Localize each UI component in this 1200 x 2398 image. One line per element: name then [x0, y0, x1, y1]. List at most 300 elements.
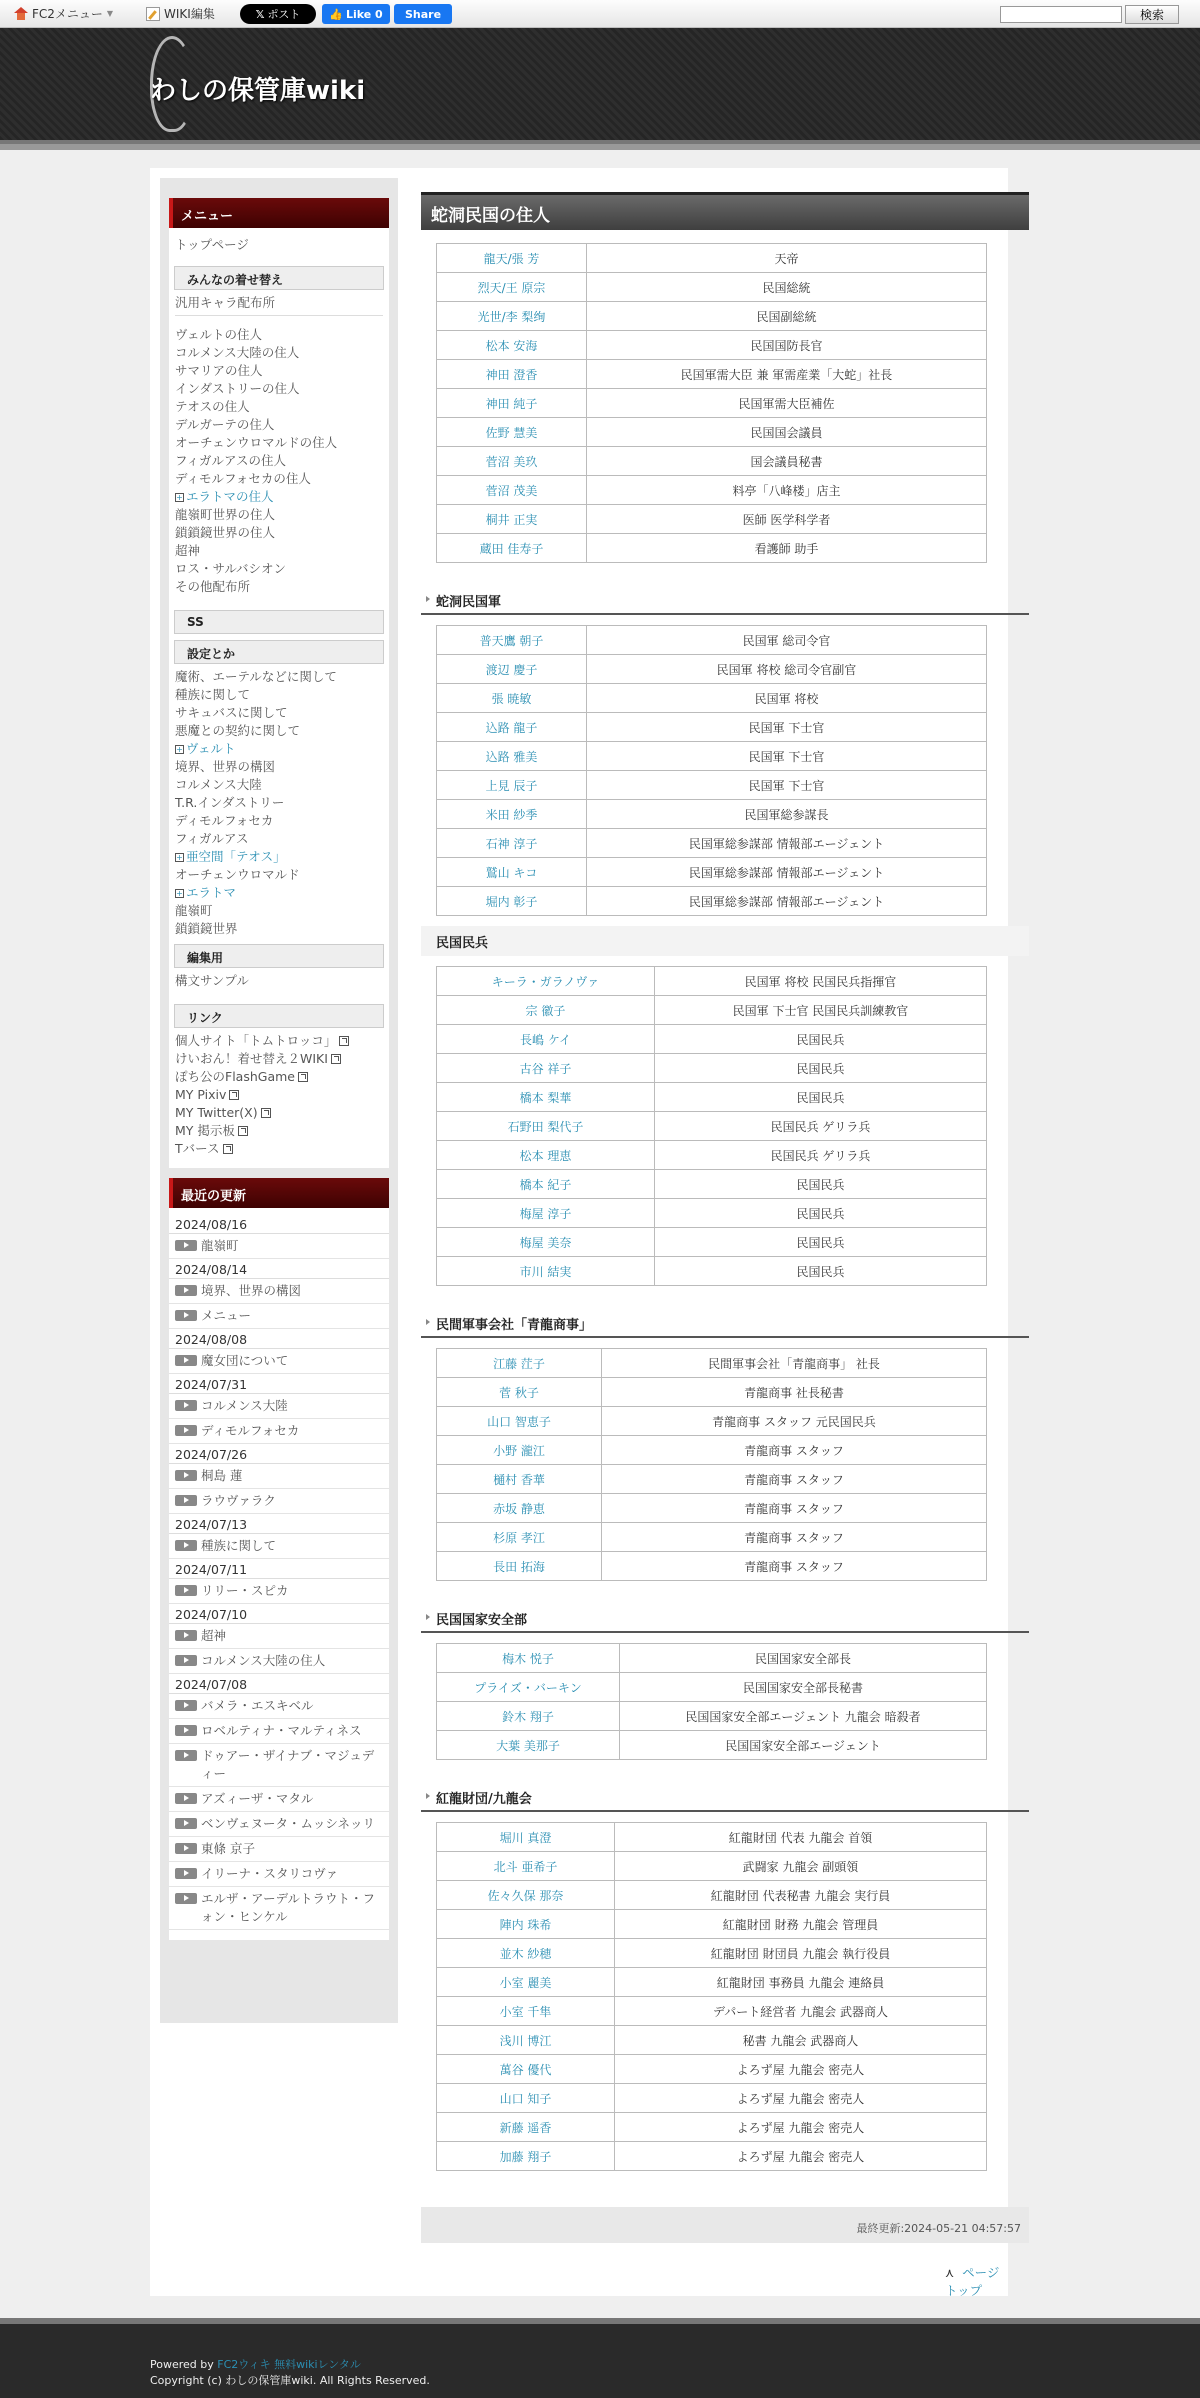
- section-heading: 蛇洞民国軍: [421, 585, 1029, 615]
- table-row: [437, 2055, 987, 2084]
- character-role: 青龍商事 スタッフ 元民国民兵: [602, 1407, 987, 1436]
- character-role: 民国軍需大臣 兼 軍需産業「大蛇」社長: [587, 360, 987, 389]
- character-role: 料亭「八峰楼」店主: [587, 476, 987, 505]
- site-title[interactable]: わしの保管庫wiki: [150, 76, 366, 106]
- character-table: [436, 966, 987, 1286]
- chevron-down-icon: ▼: [106, 9, 114, 18]
- update-date: 2024/07/13: [169, 1514, 389, 1534]
- character-name-link[interactable]: 桐井 正実: [437, 505, 587, 534]
- update-date: 2024/08/08: [169, 1329, 389, 1349]
- arrow-right-icon: [175, 1540, 197, 1551]
- sidebar-link[interactable]: 構文サンプル: [175, 973, 249, 988]
- character-role: 民国民兵 ゲリラ兵: [655, 1112, 987, 1141]
- character-name-link[interactable]: 橋本 梨華: [437, 1083, 655, 1112]
- site-header: [0, 28, 1200, 150]
- character-role: デパート経営者 九龍会 武器商人: [615, 1997, 987, 2026]
- like-label: Like 0: [345, 7, 383, 21]
- update-date: 2024/07/26: [169, 1444, 389, 1464]
- sidebar-link-label: テオスの住人: [175, 399, 250, 414]
- fc2-menu[interactable]: [14, 5, 113, 22]
- character-name-link[interactable]: 光世/李 梨绚: [437, 302, 587, 331]
- character-name-link[interactable]: 江藤 茳子: [437, 1349, 602, 1378]
- character-role: 民国軍 下士官: [587, 742, 987, 771]
- table-row: [437, 1349, 987, 1378]
- character-role: 民間軍事会社「青龍商事」 社長: [602, 1349, 987, 1378]
- edit-icon: [146, 7, 160, 21]
- sidebar-link[interactable]: [169, 470, 389, 488]
- page-container: [150, 168, 1021, 2298]
- arrow-right-icon: [175, 1470, 197, 1481]
- character-name-link[interactable]: 梅木 悦子: [437, 1644, 620, 1673]
- sidebar-external-link[interactable]: [169, 1068, 389, 1086]
- table-row: [437, 2026, 987, 2055]
- sidebar-link-label: サキュバスに関して: [175, 705, 288, 720]
- recent-updates-box: [169, 1208, 389, 1940]
- sidebar-subheading-henshu: 編集用: [174, 944, 384, 968]
- x-logo-icon: 𝕏: [255, 7, 265, 21]
- section-heading: 民国民兵: [421, 926, 1029, 956]
- last-updated: 最終更新:2024-05-21 04:57:57: [421, 2207, 1029, 2243]
- character-name-link[interactable]: 菅 秋子: [437, 1378, 602, 1407]
- character-name-link[interactable]: 菅沼 茂美: [437, 476, 587, 505]
- sidebar-subheading-settei: 設定とか: [174, 640, 384, 664]
- section-heading: 民国国家安全部: [421, 1603, 1029, 1633]
- arrow-right-icon: [175, 1355, 197, 1366]
- sidebar-link-label: 種族に関して: [175, 687, 251, 702]
- table-row: [437, 2084, 987, 2113]
- character-name-link[interactable]: 米田 紗季: [437, 800, 587, 829]
- sidebar-link-label: T.R.インダストリー: [175, 795, 285, 810]
- update-item-label: アズィーザ・マタル: [201, 1791, 314, 1806]
- character-name-link[interactable]: 鈴木 翔子: [437, 1702, 620, 1731]
- sidebar-link[interactable]: [169, 380, 389, 398]
- sidebar-link-top-page[interactable]: トップページ: [175, 237, 249, 252]
- arrow-right-icon: [175, 1495, 197, 1506]
- update-item-label: 超神: [201, 1628, 227, 1643]
- sidebar-link-label: 龍嶺町世界の住人: [175, 507, 276, 522]
- character-name-link[interactable]: 長嶋 ケイ: [437, 1025, 655, 1054]
- section-heading: 紅龍財団/九龍会: [421, 1782, 1029, 1812]
- character-name-link[interactable]: 宗 徽子: [437, 996, 655, 1025]
- character-role: よろず屋 九龍会 密売人: [615, 2055, 987, 2084]
- table-row: [437, 1910, 987, 1939]
- update-item[interactable]: [169, 1464, 389, 1489]
- character-role: 民国民兵 ゲリラ兵: [655, 1141, 987, 1170]
- sidebar-link-label: 魔術、エーテルなどに関して: [175, 669, 337, 684]
- character-role: 民国国家安全部エージェント: [620, 1731, 987, 1760]
- character-role: 天帝: [587, 244, 987, 273]
- sidebar-link[interactable]: [169, 524, 389, 542]
- update-item[interactable]: [169, 1812, 389, 1837]
- sidebar-link[interactable]: [169, 704, 389, 722]
- thumbs-up-icon: 👍: [329, 7, 343, 21]
- table-row: [437, 1083, 987, 1112]
- expand-plus-icon[interactable]: +: [176, 745, 183, 754]
- character-role: 民国軍 将校 民国民兵指揮官: [655, 967, 987, 996]
- character-name-link[interactable]: キーラ・ガラノヴァ: [437, 967, 655, 996]
- expand-plus-icon[interactable]: +: [176, 889, 183, 898]
- update-item[interactable]: [169, 1394, 389, 1419]
- update-item[interactable]: [169, 1719, 389, 1744]
- character-role: 民国国会議員: [587, 418, 987, 447]
- update-item[interactable]: [169, 1534, 389, 1559]
- character-name-link[interactable]: 小室 麗美: [437, 1968, 615, 1997]
- character-name-link[interactable]: 大葉 美那子: [437, 1731, 620, 1760]
- character-name-link[interactable]: 赤坂 静恵: [437, 1494, 602, 1523]
- powered-by: [150, 2356, 361, 2372]
- footer: [0, 2318, 1200, 2398]
- character-name-link[interactable]: 橋本 紀子: [437, 1170, 655, 1199]
- page-top-link[interactable]: [945, 2263, 1008, 2299]
- sidebar-link-label: その他配布所: [175, 579, 251, 594]
- table-row: [437, 887, 987, 916]
- character-name-link[interactable]: 佐野 慧美: [437, 418, 587, 447]
- character-role: 青龍商事 スタッフ: [602, 1552, 987, 1581]
- sidebar-link-label: フィガルアスの住人: [175, 453, 287, 468]
- sidebar-link-label: MY 掲示板: [175, 1123, 235, 1138]
- sidebar-link[interactable]: [169, 884, 389, 902]
- powered-prefix: Powered by: [150, 2358, 218, 2371]
- character-name-link[interactable]: 杉原 孝江: [437, 1523, 602, 1552]
- character-name-link[interactable]: 陣内 珠希: [437, 1910, 615, 1939]
- sidebar-link[interactable]: [169, 848, 389, 866]
- table-row: [437, 858, 987, 887]
- sidebar-link[interactable]: [169, 686, 389, 704]
- table-row: [437, 1170, 987, 1199]
- character-name-link[interactable]: 蔵田 佳寿子: [437, 534, 587, 563]
- update-item[interactable]: [169, 1234, 389, 1259]
- character-role: 紅龍財団 代表 九龍会 首領: [615, 1823, 987, 1852]
- sidebar-link-label: 鎖鎖鏡世界: [175, 921, 238, 936]
- table-row: [437, 1257, 987, 1286]
- sidebar-external-link[interactable]: [169, 1086, 389, 1104]
- update-item[interactable]: [169, 1837, 389, 1862]
- fc2-menu-label: FC2メニュー: [32, 7, 103, 21]
- character-name-link[interactable]: 加藤 翔子: [437, 2142, 615, 2171]
- sidebar-link-label: フィガルアス: [175, 831, 249, 846]
- character-role: 青龍商事 スタッフ: [602, 1465, 987, 1494]
- recent-updates-heading: 最近の更新: [169, 1178, 389, 1208]
- table-row: [437, 1673, 987, 1702]
- update-item[interactable]: [169, 1787, 389, 1812]
- sidebar-link-label: 境界、世界の構図: [175, 759, 276, 774]
- table-row: [437, 244, 987, 273]
- external-link-icon: [223, 1144, 233, 1154]
- character-role: 民国民兵: [655, 1025, 987, 1054]
- character-role: 民国軍総参謀部 情報部エージェント: [587, 887, 987, 916]
- character-name-link[interactable]: 神田 澄香: [437, 360, 587, 389]
- page-top-label: ページトップ: [945, 2265, 1000, 2298]
- sidebar-link-label: Tバース: [175, 1141, 220, 1156]
- character-table: [436, 243, 987, 563]
- update-date: 2024/07/31: [169, 1374, 389, 1394]
- sidebar-link-label: 鎖鎖鏡世界の住人: [175, 525, 276, 540]
- sidebar-link[interactable]: [169, 488, 389, 506]
- character-name-link[interactable]: 張 暁敏: [437, 684, 587, 713]
- update-item[interactable]: [169, 1419, 389, 1444]
- table-row: [437, 534, 987, 563]
- sidebar-link-label: エラトマの住人: [186, 489, 274, 504]
- update-item[interactable]: [169, 1279, 389, 1304]
- table-row: [437, 967, 987, 996]
- sidebar-link-label: ロス・サルバシオン: [175, 561, 287, 576]
- update-item[interactable]: [169, 1744, 389, 1787]
- arrow-right-icon: [175, 1750, 197, 1761]
- character-role: 秘書 九龍会 武器商人: [615, 2026, 987, 2055]
- character-name-link[interactable]: 浅川 博江: [437, 2026, 615, 2055]
- sidebar-link-label: サマリアの住人: [175, 363, 263, 378]
- external-link-icon: [339, 1036, 349, 1046]
- update-item[interactable]: [169, 1887, 389, 1930]
- character-name-link[interactable]: 小野 瀧江: [437, 1436, 602, 1465]
- table-row: [437, 1523, 987, 1552]
- sidebar-link[interactable]: [169, 920, 389, 938]
- character-name-link[interactable]: 長田 拓海: [437, 1552, 602, 1581]
- character-name-link[interactable]: 佐々久保 那奈: [437, 1881, 615, 1910]
- update-item-label: エルザ・アーデルトラウト・フォン・ヒンケル: [201, 1891, 376, 1924]
- character-role: 民国軍総参謀部 情報部エージェント: [587, 829, 987, 858]
- character-name-link[interactable]: 松本 理恵: [437, 1141, 655, 1170]
- table-row: [437, 1436, 987, 1465]
- update-item[interactable]: [169, 1694, 389, 1719]
- character-name-link[interactable]: 萬谷 優代: [437, 2055, 615, 2084]
- sidebar-link[interactable]: [169, 326, 389, 344]
- divider: [175, 315, 383, 316]
- update-item-label: ドゥアー・ザイナブ・マジュディー: [201, 1748, 375, 1781]
- character-role: 民国民兵: [655, 1170, 987, 1199]
- character-role: 看護師 助手: [587, 534, 987, 563]
- update-item[interactable]: [169, 1579, 389, 1604]
- sidebar-link-label: 悪魔との契約に関して: [175, 723, 301, 738]
- sidebar-link[interactable]: [169, 668, 389, 686]
- update-item-label: イリーナ・スタリコヴァ: [201, 1866, 339, 1881]
- table-row: [437, 447, 987, 476]
- update-item-label: 種族に関して: [201, 1538, 277, 1553]
- sidebar-link[interactable]: [169, 812, 389, 830]
- external-link-icon: [331, 1054, 341, 1064]
- character-name-link[interactable]: 石野田 梨代子: [437, 1112, 655, 1141]
- arrow-right-icon: [175, 1400, 197, 1411]
- table-row: [437, 1939, 987, 1968]
- sidebar-link-label: デルガーテの住人: [175, 417, 275, 432]
- table-row: [437, 1644, 987, 1673]
- sidebar-link[interactable]: [169, 578, 389, 596]
- character-table: [436, 625, 987, 916]
- character-name-link[interactable]: 新藤 遥香: [437, 2113, 615, 2142]
- character-role: 青龍商事 スタッフ: [602, 1436, 987, 1465]
- character-name-link[interactable]: 菅沼 美玖: [437, 447, 587, 476]
- sidebar-link[interactable]: [169, 452, 389, 470]
- sidebar-link[interactable]: [169, 416, 389, 434]
- update-item[interactable]: [169, 1304, 389, 1329]
- character-role: 民国副総統: [587, 302, 987, 331]
- table-row: [437, 1823, 987, 1852]
- character-role: 紅龍財団 財務 九龍会 管理員: [615, 1910, 987, 1939]
- table-row: [437, 302, 987, 331]
- character-name-link[interactable]: 渡辺 慶子: [437, 655, 587, 684]
- arrow-right-icon: [175, 1285, 197, 1296]
- arrow-right-icon: [175, 1893, 197, 1904]
- sidebar-link[interactable]: [169, 506, 389, 524]
- arrow-right-icon: [175, 1240, 197, 1251]
- sidebar-link-label: オーチェンウロマルド: [175, 867, 300, 882]
- expand-plus-icon[interactable]: +: [176, 853, 183, 862]
- sidebar-external-link[interactable]: [169, 1104, 389, 1122]
- character-name-link[interactable]: 石神 淳子: [437, 829, 587, 858]
- sidebar-link[interactable]: [169, 902, 389, 920]
- sidebar-link-label: MY Twitter(X): [175, 1105, 258, 1120]
- sidebar-subheading-kisekae: みんなの着せ替え: [174, 266, 384, 290]
- sidebar-link-label: ヴェルトの住人: [175, 327, 263, 342]
- sidebar-link[interactable]: [169, 776, 389, 794]
- sidebar-link[interactable]: [169, 344, 389, 362]
- sidebar-link[interactable]: [169, 866, 389, 884]
- character-name-link[interactable]: 市川 結実: [437, 1257, 655, 1286]
- update-date: 2024/08/16: [169, 1214, 389, 1234]
- character-role: 民国軍 下士官: [587, 771, 987, 800]
- sidebar-link[interactable]: [169, 434, 389, 452]
- search-input[interactable]: [1000, 6, 1122, 23]
- sidebar-link-label: コルメンス大陸の住人: [175, 345, 300, 360]
- update-item[interactable]: [169, 1489, 389, 1514]
- character-name-link[interactable]: 小室 千隼: [437, 1997, 615, 2026]
- character-name-link[interactable]: 堀川 真澄: [437, 1823, 615, 1852]
- arrow-right-icon: [175, 1868, 197, 1879]
- character-role: 民国軍総参謀長: [587, 800, 987, 829]
- character-name-link[interactable]: 松本 安海: [437, 331, 587, 360]
- character-role: 民国国家安全部長: [620, 1644, 987, 1673]
- character-role: 民国国家安全部エージェント 九龍会 暗殺者: [620, 1702, 987, 1731]
- external-link-icon: [238, 1126, 248, 1136]
- sidebar-external-link[interactable]: [169, 1122, 389, 1140]
- update-item-label: 境界、世界の構図: [201, 1283, 302, 1298]
- update-date: 2024/07/10: [169, 1604, 389, 1624]
- table-row: [437, 1881, 987, 1910]
- character-name-link[interactable]: 梅屋 美奈: [437, 1228, 655, 1257]
- update-item[interactable]: [169, 1349, 389, 1374]
- update-date: 2024/07/11: [169, 1559, 389, 1579]
- character-name-link[interactable]: 上見 辰子: [437, 771, 587, 800]
- sidebar-subheading-links: リンク: [174, 1004, 384, 1028]
- sidebar-external-link[interactable]: [169, 1032, 389, 1050]
- table-row: [437, 655, 987, 684]
- table-row: [437, 273, 987, 302]
- arrow-right-icon: [175, 1725, 197, 1736]
- table-row: [437, 505, 987, 534]
- character-name-link[interactable]: 堀内 彰子: [437, 887, 587, 916]
- arrow-right-icon: [175, 1425, 197, 1436]
- sidebar-link[interactable]: [169, 362, 389, 380]
- character-role: 民国軍 下士官 民国民兵訓練教官: [655, 996, 987, 1025]
- table-row: [437, 1228, 987, 1257]
- character-name-link[interactable]: 北斗 亜希子: [437, 1852, 615, 1881]
- character-table: [436, 1643, 987, 1760]
- update-item[interactable]: [169, 1624, 389, 1649]
- character-name-link[interactable]: 神田 純子: [437, 389, 587, 418]
- facebook-share-button[interactable]: Share: [394, 4, 452, 24]
- update-item-label: ラウヴァラク: [201, 1493, 276, 1508]
- sidebar-link[interactable]: [169, 740, 389, 758]
- character-name-link[interactable]: 込路 雅美: [437, 742, 587, 771]
- update-item-label: ロベルティナ・マルティネス: [201, 1723, 362, 1738]
- sidebar-external-link[interactable]: [169, 1140, 389, 1158]
- character-role: 青龍商事 スタッフ: [602, 1523, 987, 1552]
- menu-box: [169, 228, 389, 1168]
- fc2-wiki-link[interactable]: FC2ウィキ 無料wikiレンタル: [217, 2358, 361, 2371]
- sidebar-link-label: けいおん！着せ替え２WIKI: [175, 1051, 328, 1066]
- character-role: 民国民兵: [655, 1228, 987, 1257]
- table-row: [437, 331, 987, 360]
- character-name-link[interactable]: 樋村 香華: [437, 1465, 602, 1494]
- character-name-link[interactable]: プライズ・バーキン: [437, 1673, 620, 1702]
- facebook-like-button[interactable]: [322, 4, 390, 24]
- expand-plus-icon[interactable]: +: [176, 493, 183, 502]
- character-role: 青龍商事 スタッフ: [602, 1494, 987, 1523]
- update-item[interactable]: [169, 1862, 389, 1887]
- home-icon: [14, 7, 28, 20]
- sidebar-link[interactable]: [169, 542, 389, 560]
- table-row: [437, 1731, 987, 1760]
- table-row: [437, 684, 987, 713]
- sidebar-link[interactable]: [169, 722, 389, 740]
- character-name-link[interactable]: 普天鷹 朝子: [437, 626, 587, 655]
- sidebar-external-link[interactable]: [169, 1050, 389, 1068]
- up-arrow-icon: ⋏: [945, 2265, 955, 2280]
- sidebar-link[interactable]: [169, 830, 389, 848]
- sidebar-link-label: エラトマ: [186, 885, 237, 900]
- update-item[interactable]: [169, 1649, 389, 1674]
- sidebar-link[interactable]: [169, 758, 389, 776]
- sidebar-link-label: インダストリーの住人: [175, 381, 300, 396]
- search-button[interactable]: 検索: [1125, 5, 1179, 24]
- character-role: よろず屋 九龍会 密売人: [615, 2084, 987, 2113]
- sidebar-link[interactable]: [169, 398, 389, 416]
- sidebar-link[interactable]: [169, 560, 389, 578]
- sidebar-link-label: 超神: [175, 543, 201, 558]
- table-row: [437, 1199, 987, 1228]
- main-content: [421, 192, 1029, 2171]
- character-name-link[interactable]: 烈天/王 原宗: [437, 273, 587, 302]
- character-name-link[interactable]: 古谷 祥子: [437, 1054, 655, 1083]
- character-role: 武闘家 九龍会 副頭領: [615, 1852, 987, 1881]
- table-row: [437, 389, 987, 418]
- sidebar-link-label: 亜空間「テオス」: [186, 849, 286, 864]
- menu-heading: メニュー: [169, 198, 389, 228]
- character-role: 紅龍財団 財団員 九龍会 執行役員: [615, 1939, 987, 1968]
- table-row: [437, 1378, 987, 1407]
- sidebar-link-label: ぽち公のFlashGame: [175, 1069, 295, 1084]
- character-name-link[interactable]: 鷲山 キコ: [437, 858, 587, 887]
- character-name-link[interactable]: 山口 智恵子: [437, 1407, 602, 1436]
- x-post-button[interactable]: [240, 4, 316, 24]
- arrow-right-icon: [175, 1630, 197, 1641]
- character-name-link[interactable]: 並木 紗穂: [437, 1939, 615, 1968]
- sidebar-link[interactable]: [169, 794, 389, 812]
- character-name-link[interactable]: 龍天/張 芳: [437, 244, 587, 273]
- character-role: 民国軍 総司令官: [587, 626, 987, 655]
- sidebar-link-kisekae-first[interactable]: 汎用キャラ配布所: [175, 295, 276, 310]
- character-name-link[interactable]: 山口 知子: [437, 2084, 615, 2113]
- character-name-link[interactable]: 込路 龍子: [437, 713, 587, 742]
- update-item-label: 桐島 蓮: [201, 1468, 243, 1483]
- arrow-right-icon: [175, 1310, 197, 1321]
- character-name-link[interactable]: 梅屋 淳子: [437, 1199, 655, 1228]
- character-role: 民国国家安全部長秘書: [620, 1673, 987, 1702]
- table-row: [437, 1407, 987, 1436]
- wiki-edit-link[interactable]: [146, 5, 215, 22]
- table-row: [437, 360, 987, 389]
- update-date: 2024/08/14: [169, 1259, 389, 1279]
